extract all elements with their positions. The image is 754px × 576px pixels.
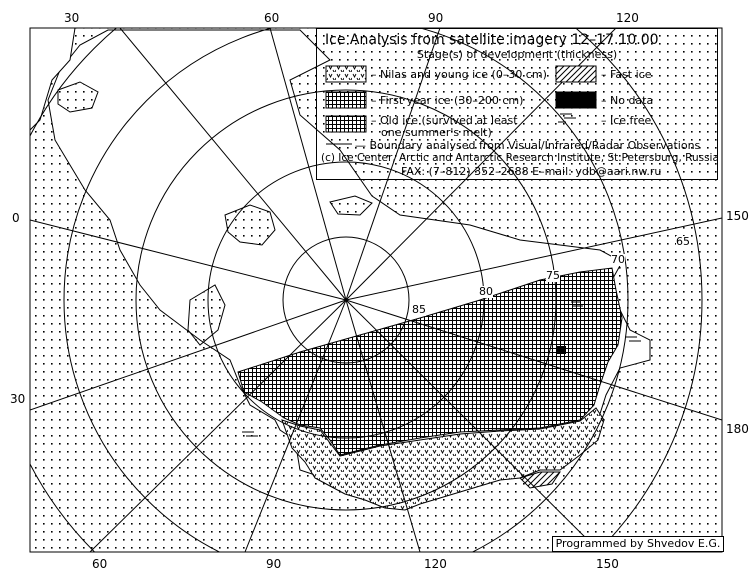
lon-label-bottom-120: 120	[424, 557, 447, 571]
lat-label-65: 65	[676, 235, 690, 248]
legend-panel	[316, 28, 718, 180]
lon-label-bottom-60: 60	[92, 557, 108, 571]
lon-label-top-30: 30	[64, 11, 80, 25]
legend-label-ice-free: – Ice free	[601, 114, 652, 127]
legend-label-no-data: – No data	[601, 94, 654, 107]
credit-box: Programmed by Shvedov E.G.	[552, 536, 724, 552]
lon-label-top-120: 120	[616, 11, 639, 25]
lat-label-80: 80	[479, 285, 493, 298]
legend-label-old-2: one summer's melt)	[381, 126, 492, 139]
legend-boundary: — Boundary analysed from Visual/Infrared/Radar Observations	[355, 139, 701, 152]
legend-subtitle: Stage(s) of development (thickness)	[416, 48, 618, 61]
legend-copyright: (c) Ice Center, Arctic and Antarctic Research Institute, St.Petersburg, Russia	[321, 152, 719, 164]
lon-label-top-60: 60	[264, 11, 280, 25]
lat-label-70: 70	[611, 253, 625, 266]
legend-contact: FAX: (7–812) 352–2688 E–mail: ydb@aari.nw.ru	[401, 165, 662, 178]
lon-label-right-180: 180	[726, 422, 749, 436]
legend-label-first-year: – First year ice (30–200 cm)	[371, 94, 524, 107]
legend-label-fast: – Fast ice	[601, 68, 652, 81]
lat-label-85: 85	[412, 303, 426, 316]
lon-label-top-90: 90	[428, 11, 444, 25]
lon-label-right-150: 150	[726, 209, 749, 223]
no-data-area	[556, 346, 566, 354]
legend-label-old-1: – Old ice (survived at least	[371, 114, 518, 127]
lon-label-left-30: 30	[10, 392, 26, 406]
lon-label-left-0: 0	[12, 211, 20, 225]
lon-label-bottom-150: 150	[596, 557, 619, 571]
legend-label-nilas: – Nilas and young ice (0–30 cm)	[371, 68, 547, 81]
lat-label-75: 75	[546, 269, 560, 282]
lon-label-bottom-90: 90	[266, 557, 282, 571]
legend-title: Ice Analysis from satellite imagery 12–17.10.00	[325, 32, 659, 48]
